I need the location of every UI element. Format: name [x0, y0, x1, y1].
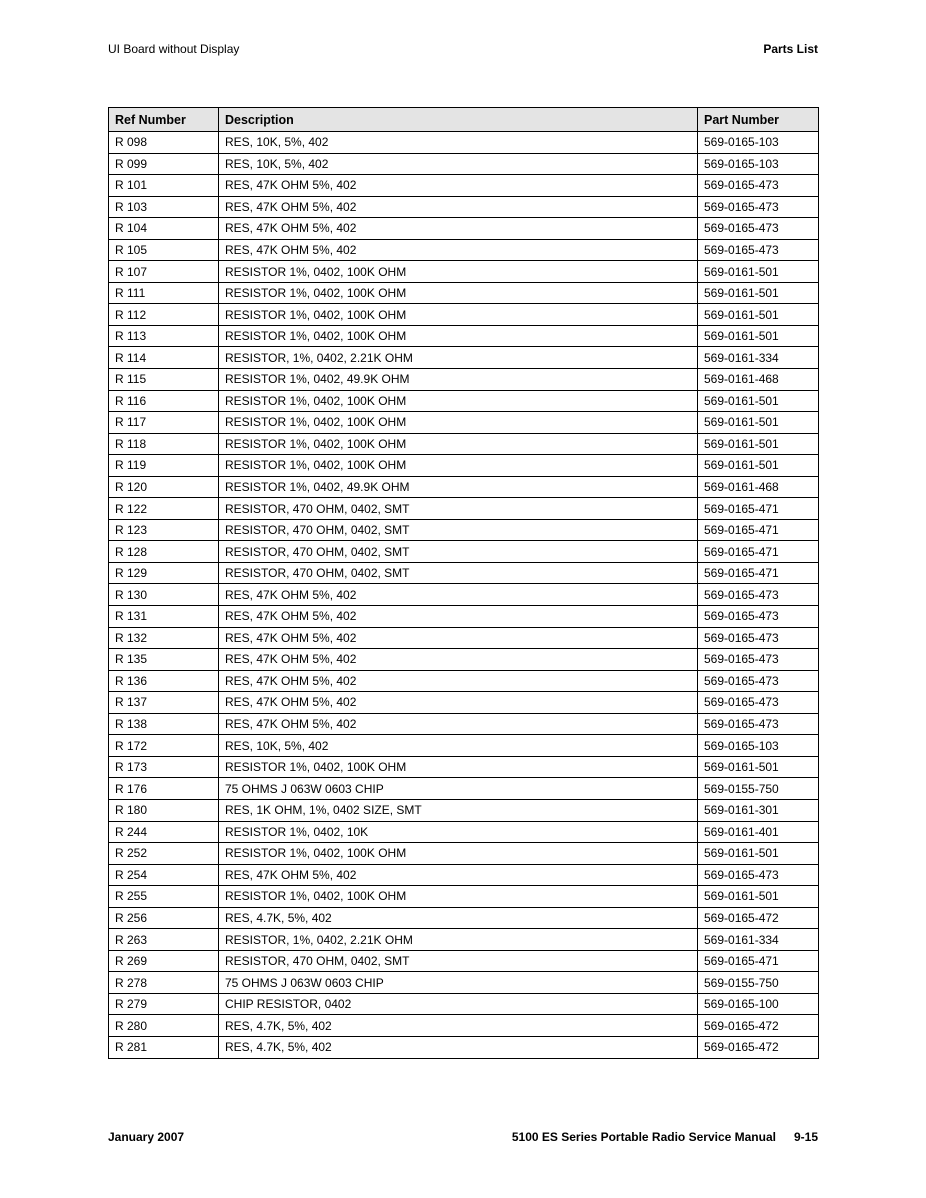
part-number-cell: 569-0165-473 [698, 627, 819, 649]
page-header [108, 42, 818, 56]
part-number-cell: 569-0165-473 [698, 606, 819, 628]
part-number-cell: 569-0161-501 [698, 455, 819, 477]
description-cell: RESISTOR, 470 OHM, 0402, SMT [219, 950, 698, 972]
table-row [109, 584, 819, 606]
ref-number-cell: R 254 [109, 864, 219, 886]
ref-number-cell: R 105 [109, 239, 219, 261]
part-number-cell: 569-0161-301 [698, 799, 819, 821]
part-number-cell: 569-0165-473 [698, 218, 819, 240]
ref-number-cell: R 172 [109, 735, 219, 757]
description-cell: RESISTOR, 1%, 0402, 2.21K OHM [219, 347, 698, 369]
parts-table-header [109, 108, 819, 132]
ref-number-cell: R 278 [109, 972, 219, 994]
ref-number-cell: R 118 [109, 433, 219, 455]
table-row [109, 347, 819, 369]
description-cell: RES, 47K OHM 5%, 402 [219, 196, 698, 218]
part-number-cell: 569-0165-473 [698, 584, 819, 606]
description-cell: 75 OHMS J 063W 0603 CHIP [219, 972, 698, 994]
ref-number-cell: R 263 [109, 929, 219, 951]
parts-table-body [109, 132, 819, 1059]
description-cell: RES, 4.7K, 5%, 402 [219, 1015, 698, 1037]
part-number-cell: 569-0161-334 [698, 347, 819, 369]
table-row [109, 799, 819, 821]
part-number-cell: 569-0161-501 [698, 412, 819, 434]
description-cell: RES, 4.7K, 5%, 402 [219, 1036, 698, 1058]
table-row [109, 886, 819, 908]
table-row [109, 950, 819, 972]
part-number-cell: 569-0165-471 [698, 498, 819, 520]
ref-number-cell: R 136 [109, 670, 219, 692]
description-cell: RES, 47K OHM 5%, 402 [219, 713, 698, 735]
part-number-cell: 569-0161-501 [698, 282, 819, 304]
ref-number-cell: R 114 [109, 347, 219, 369]
part-number-cell: 569-0165-471 [698, 541, 819, 563]
table-row [109, 713, 819, 735]
description-cell: RES, 47K OHM 5%, 402 [219, 175, 698, 197]
part-number-cell: 569-0155-750 [698, 778, 819, 800]
description-cell: RESISTOR, 1%, 0402, 2.21K OHM [219, 929, 698, 951]
ref-number-cell: R 180 [109, 799, 219, 821]
description-cell: RESISTOR 1%, 0402, 100K OHM [219, 756, 698, 778]
table-row [109, 670, 819, 692]
part-number-cell: 569-0165-473 [698, 649, 819, 671]
ref-number-cell: R 138 [109, 713, 219, 735]
description-cell: RES, 10K, 5%, 402 [219, 132, 698, 154]
description-cell: RESISTOR 1%, 0402, 100K OHM [219, 325, 698, 347]
column-header-part-number: Part Number [698, 108, 819, 132]
table-row [109, 843, 819, 865]
part-number-cell: 569-0161-501 [698, 325, 819, 347]
part-number-cell: 569-0161-501 [698, 304, 819, 326]
description-cell: RESISTOR, 470 OHM, 0402, SMT [219, 562, 698, 584]
description-cell: RESISTOR 1%, 0402, 100K OHM [219, 390, 698, 412]
part-number-cell: 569-0165-473 [698, 864, 819, 886]
description-cell: RES, 10K, 5%, 402 [219, 153, 698, 175]
ref-number-cell: R 123 [109, 519, 219, 541]
description-cell: RES, 47K OHM 5%, 402 [219, 218, 698, 240]
description-cell: RESISTOR 1%, 0402, 100K OHM [219, 261, 698, 283]
table-row [109, 821, 819, 843]
footer-manual-title: 5100 ES Series Portable Radio Service Manual [511, 1130, 776, 1144]
table-row [109, 369, 819, 391]
part-number-cell: 569-0165-103 [698, 132, 819, 154]
ref-number-cell: R 111 [109, 282, 219, 304]
part-number-cell: 569-0161-501 [698, 390, 819, 412]
ref-number-cell: R 135 [109, 649, 219, 671]
ref-number-cell: R 176 [109, 778, 219, 800]
table-row [109, 239, 819, 261]
part-number-cell: 569-0165-471 [698, 519, 819, 541]
footer-page-number: 9-15 [793, 1130, 818, 1144]
table-row [109, 562, 819, 584]
part-number-cell: 569-0161-468 [698, 476, 819, 498]
table-row [109, 433, 819, 455]
ref-number-cell: R 119 [109, 455, 219, 477]
part-number-cell: 569-0161-334 [698, 929, 819, 951]
ref-number-cell: R 269 [109, 950, 219, 972]
ref-number-cell: R 130 [109, 584, 219, 606]
part-number-cell: 569-0161-501 [698, 756, 819, 778]
ref-number-cell: R 098 [109, 132, 219, 154]
ref-number-cell: R 137 [109, 692, 219, 714]
part-number-cell: 569-0161-501 [698, 886, 819, 908]
ref-number-cell: R 103 [109, 196, 219, 218]
part-number-cell: 569-0161-501 [698, 433, 819, 455]
ref-number-cell: R 173 [109, 756, 219, 778]
part-number-cell: 569-0165-100 [698, 993, 819, 1015]
table-row [109, 498, 819, 520]
table-row [109, 325, 819, 347]
ref-number-cell: R 255 [109, 886, 219, 908]
part-number-cell: 569-0165-473 [698, 239, 819, 261]
part-number-cell: 569-0161-468 [698, 369, 819, 391]
page-footer [108, 1130, 818, 1144]
ref-number-cell: R 132 [109, 627, 219, 649]
description-cell: RESISTOR 1%, 0402, 100K OHM [219, 412, 698, 434]
table-row [109, 735, 819, 757]
table-row [109, 541, 819, 563]
description-cell: RES, 47K OHM 5%, 402 [219, 864, 698, 886]
header-chapter-title: Parts List [763, 42, 818, 56]
description-cell: RESISTOR 1%, 0402, 100K OHM [219, 455, 698, 477]
description-cell: RESISTOR 1%, 0402, 100K OHM [219, 304, 698, 326]
column-header-ref-number: Ref Number [109, 108, 219, 132]
part-number-cell: 569-0165-473 [698, 175, 819, 197]
table-row [109, 261, 819, 283]
footer-right [512, 1130, 818, 1144]
description-cell: RESISTOR 1%, 0402, 100K OHM [219, 843, 698, 865]
ref-number-cell: R 244 [109, 821, 219, 843]
ref-number-cell: R 252 [109, 843, 219, 865]
part-number-cell: 569-0165-472 [698, 1036, 819, 1058]
description-cell: RES, 47K OHM 5%, 402 [219, 692, 698, 714]
ref-number-cell: R 281 [109, 1036, 219, 1058]
ref-number-cell: R 116 [109, 390, 219, 412]
table-row [109, 476, 819, 498]
part-number-cell: 569-0165-472 [698, 907, 819, 929]
part-number-cell: 569-0161-501 [698, 843, 819, 865]
part-number-cell: 569-0165-472 [698, 1015, 819, 1037]
ref-number-cell: R 122 [109, 498, 219, 520]
header-section-title: UI Board without Display [108, 42, 240, 56]
ref-number-cell: R 107 [109, 261, 219, 283]
description-cell: RESISTOR, 470 OHM, 0402, SMT [219, 498, 698, 520]
table-row [109, 929, 819, 951]
table-row [109, 455, 819, 477]
table-row [109, 282, 819, 304]
table-row [109, 1015, 819, 1037]
table-row [109, 519, 819, 541]
table-row [109, 627, 819, 649]
description-cell: RESISTOR 1%, 0402, 49.9K OHM [219, 476, 698, 498]
description-cell: RES, 4.7K, 5%, 402 [219, 907, 698, 929]
table-row [109, 907, 819, 929]
column-header-description: Description [219, 108, 698, 132]
table-header-row [109, 108, 819, 132]
part-number-cell: 569-0165-103 [698, 735, 819, 757]
part-number-cell: 569-0165-103 [698, 153, 819, 175]
ref-number-cell: R 104 [109, 218, 219, 240]
description-cell: RES, 47K OHM 5%, 402 [219, 584, 698, 606]
ref-number-cell: R 129 [109, 562, 219, 584]
part-number-cell: 569-0165-473 [698, 713, 819, 735]
table-row [109, 412, 819, 434]
description-cell: RESISTOR 1%, 0402, 100K OHM [219, 282, 698, 304]
table-row [109, 778, 819, 800]
ref-number-cell: R 120 [109, 476, 219, 498]
table-row [109, 196, 819, 218]
ref-number-cell: R 280 [109, 1015, 219, 1037]
part-number-cell: 569-0165-471 [698, 562, 819, 584]
table-row [109, 756, 819, 778]
table-row [109, 972, 819, 994]
table-row [109, 390, 819, 412]
ref-number-cell: R 128 [109, 541, 219, 563]
table-row [109, 993, 819, 1015]
table-row [109, 218, 819, 240]
ref-number-cell: R 115 [109, 369, 219, 391]
description-cell: RES, 47K OHM 5%, 402 [219, 627, 698, 649]
description-cell: RESISTOR 1%, 0402, 49.9K OHM [219, 369, 698, 391]
table-row [109, 175, 819, 197]
part-number-cell: 569-0165-473 [698, 692, 819, 714]
part-number-cell: 569-0155-750 [698, 972, 819, 994]
footer-date: January 2007 [108, 1130, 185, 1144]
description-cell: RES, 10K, 5%, 402 [219, 735, 698, 757]
table-row [109, 132, 819, 154]
table-row [109, 304, 819, 326]
ref-number-cell: R 256 [109, 907, 219, 929]
part-number-cell: 569-0165-473 [698, 670, 819, 692]
description-cell: CHIP RESISTOR, 0402 [219, 993, 698, 1015]
description-cell: RESISTOR 1%, 0402, 100K OHM [219, 433, 698, 455]
ref-number-cell: R 112 [109, 304, 219, 326]
ref-number-cell: R 101 [109, 175, 219, 197]
table-row [109, 153, 819, 175]
ref-number-cell: R 099 [109, 153, 219, 175]
ref-number-cell: R 117 [109, 412, 219, 434]
description-cell: RES, 1K OHM, 1%, 0402 SIZE, SMT [219, 799, 698, 821]
description-cell: RES, 47K OHM 5%, 402 [219, 649, 698, 671]
description-cell: RESISTOR, 470 OHM, 0402, SMT [219, 541, 698, 563]
parts-table [108, 107, 819, 1059]
ref-number-cell: R 279 [109, 993, 219, 1015]
table-row [109, 692, 819, 714]
description-cell: RES, 47K OHM 5%, 402 [219, 239, 698, 261]
part-number-cell: 569-0161-501 [698, 261, 819, 283]
table-row [109, 864, 819, 886]
description-cell: RESISTOR, 470 OHM, 0402, SMT [219, 519, 698, 541]
description-cell: RESISTOR 1%, 0402, 100K OHM [219, 886, 698, 908]
description-cell: RESISTOR 1%, 0402, 10K [219, 821, 698, 843]
table-row [109, 1036, 819, 1058]
table-row [109, 649, 819, 671]
description-cell: RES, 47K OHM 5%, 402 [219, 670, 698, 692]
description-cell: RES, 47K OHM 5%, 402 [219, 606, 698, 628]
description-cell: 75 OHMS J 063W 0603 CHIP [219, 778, 698, 800]
part-number-cell: 569-0165-471 [698, 950, 819, 972]
ref-number-cell: R 131 [109, 606, 219, 628]
ref-number-cell: R 113 [109, 325, 219, 347]
table-row [109, 606, 819, 628]
part-number-cell: 569-0165-473 [698, 196, 819, 218]
part-number-cell: 569-0161-401 [698, 821, 819, 843]
